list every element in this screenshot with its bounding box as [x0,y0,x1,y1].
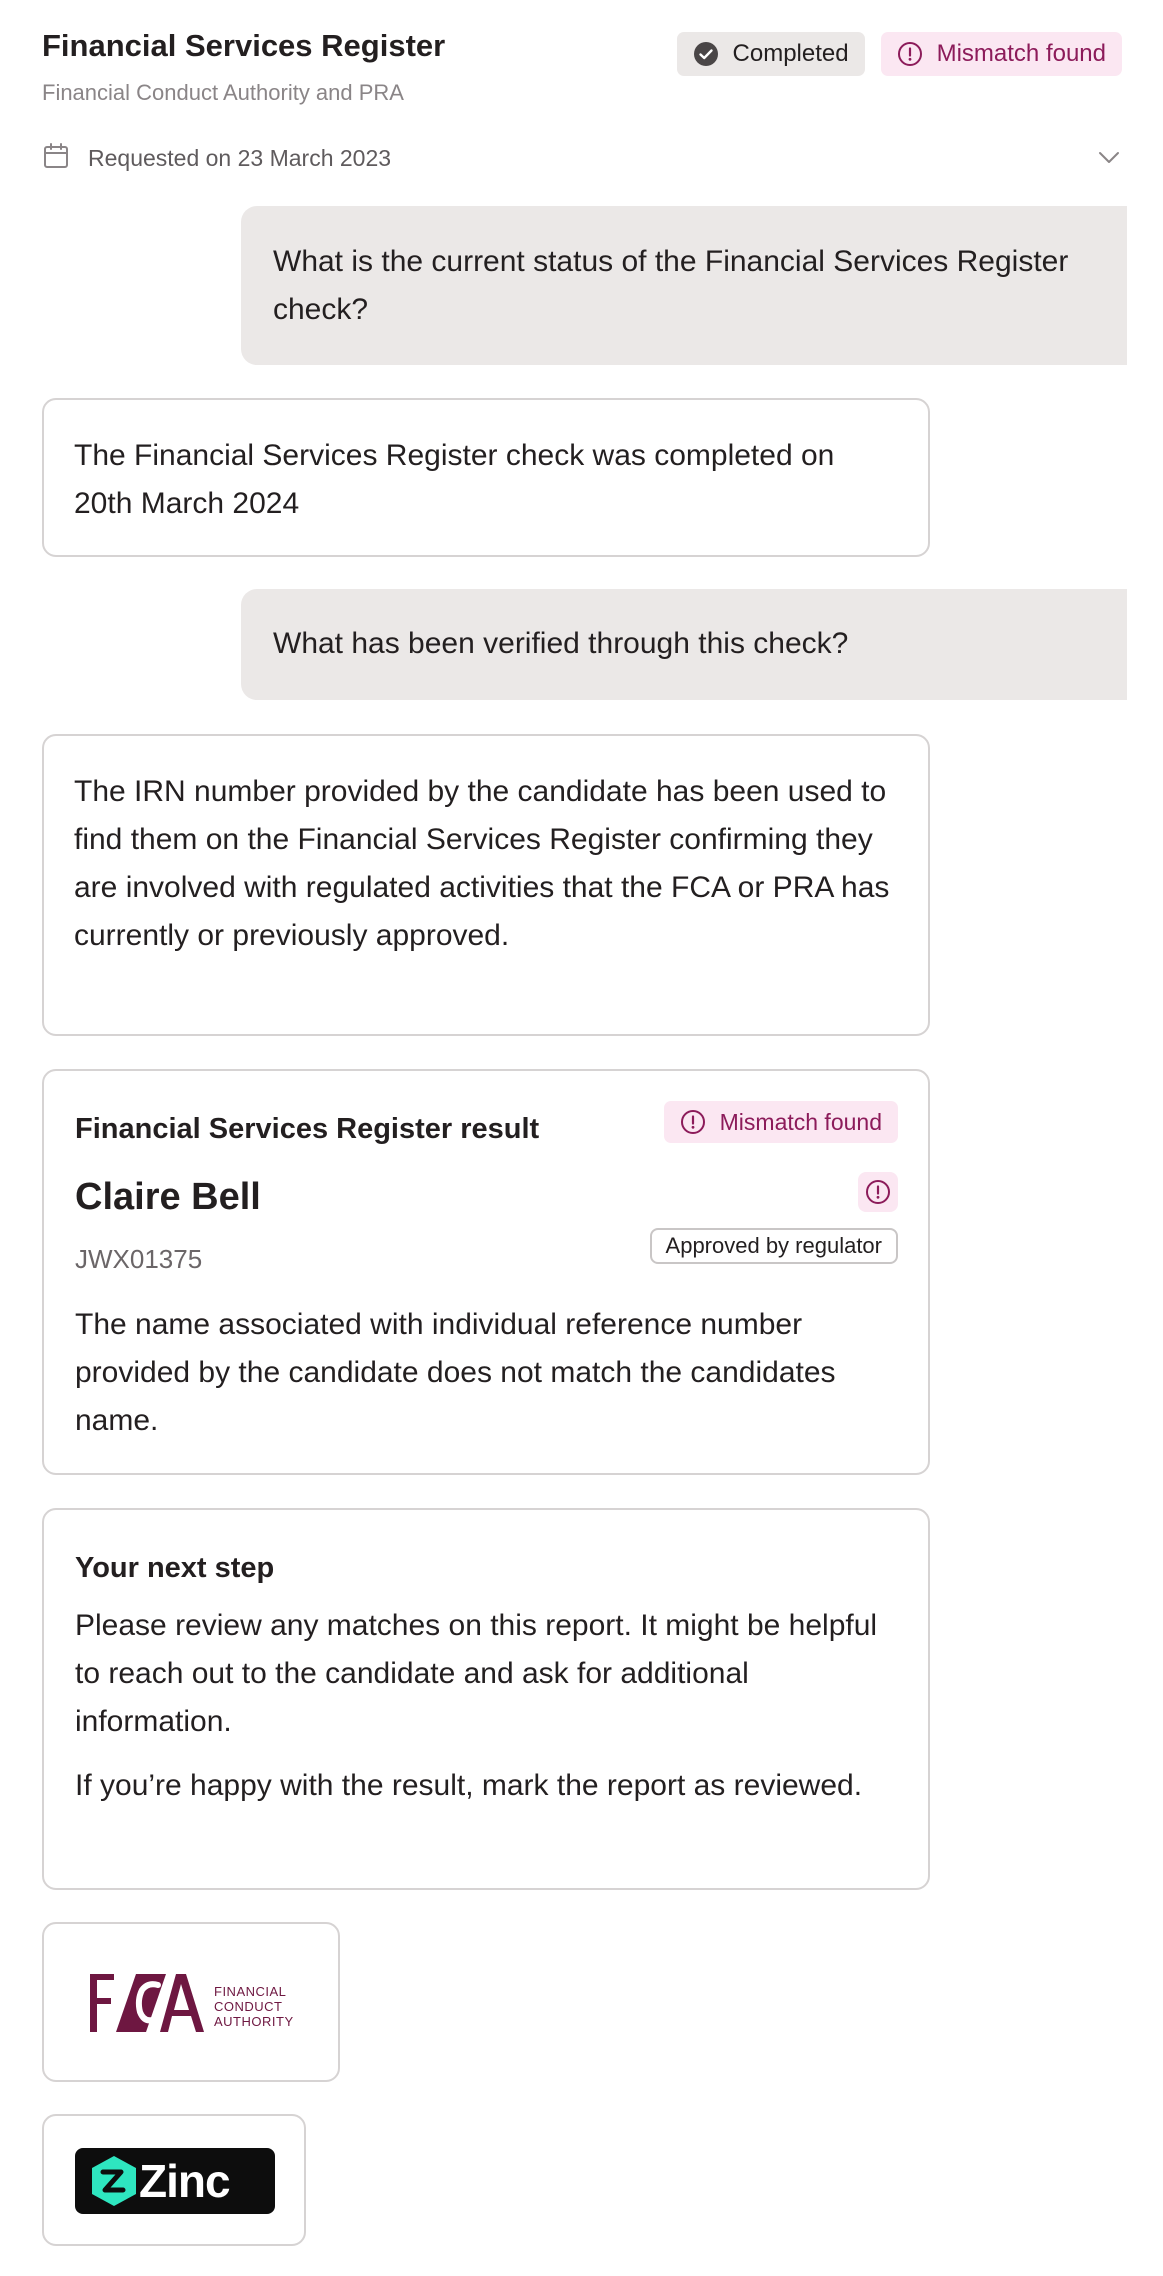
fca-logo-line: CONDUCT [214,1999,283,2014]
page-title: Financial Services Register [42,28,446,63]
question-text: What has been verified through this check? [273,627,849,660]
candidate-irn: JWX01375 [75,1244,203,1274]
next-step-card [42,1508,930,1890]
question-text: What is the current status of the Financial Services Register check? [273,245,1069,326]
status-badge-label: Completed [732,40,849,67]
answer-bubble [42,734,930,1036]
alert-circle-icon [680,1109,706,1135]
result-card [42,1069,930,1475]
status-badge-mismatch [881,32,1122,76]
answer-text: The IRN number provided by the candidate has been used to find them on the Financial Services Register confirming they are involved with regulated activities that the FCA or PRA has currently or previously approved. [74,775,890,952]
candidate-name: Claire Bell [75,1176,261,1218]
status-badges [677,32,1122,76]
alert-circle-icon [858,1172,898,1212]
user-question-bubble [241,589,1127,700]
check-circle-icon [693,41,719,67]
chevron-down-icon[interactable] [1096,144,1122,175]
next-step-paragraph: Please review any matches on this report. It might be helpful to reach out to the candidate and ask for additional information. [75,1609,878,1738]
answer-bubble [42,398,930,557]
fca-logo-line: FINANCIAL [214,1984,287,1999]
status-badge-label: Mismatch found [936,40,1106,67]
status-badge-completed [677,32,865,76]
answer-text: The Financial Services Register check was completed on 20th March 2024 [74,439,835,520]
calendar-icon [42,142,70,175]
report-header [42,28,1122,105]
zinc-logo-card [42,2114,306,2246]
zinc-logo-icon [81,2148,147,2214]
regulator-status-pill: Approved by regulator [650,1228,898,1264]
result-mismatch-badge [664,1101,898,1143]
result-description: The name associated with individual reference number provided by the candidate does not match the candidates name. [75,1308,836,1437]
zinc-logo-text: Zinc [139,2155,230,2207]
requested-row[interactable] [42,140,1122,176]
fca-logo-card [42,1922,340,2082]
zinc-logo [75,2148,275,2214]
alert-circle-icon [897,41,923,67]
next-step-paragraph: If you’re happy with the result, mark the report as reviewed. [75,1769,863,1802]
fca-logo [88,1970,298,2036]
page-subtitle: Financial Conduct Authority and PRA [42,80,404,105]
result-card-title: Financial Services Register result [75,1113,540,1145]
fca-logo-line: AUTHORITY [214,2014,294,2029]
result-badge-label: Mismatch found [719,1109,882,1135]
requested-date: Requested on 23 March 2023 [88,144,392,171]
next-step-title: Your next step [75,1552,275,1584]
user-question-bubble [241,206,1127,365]
